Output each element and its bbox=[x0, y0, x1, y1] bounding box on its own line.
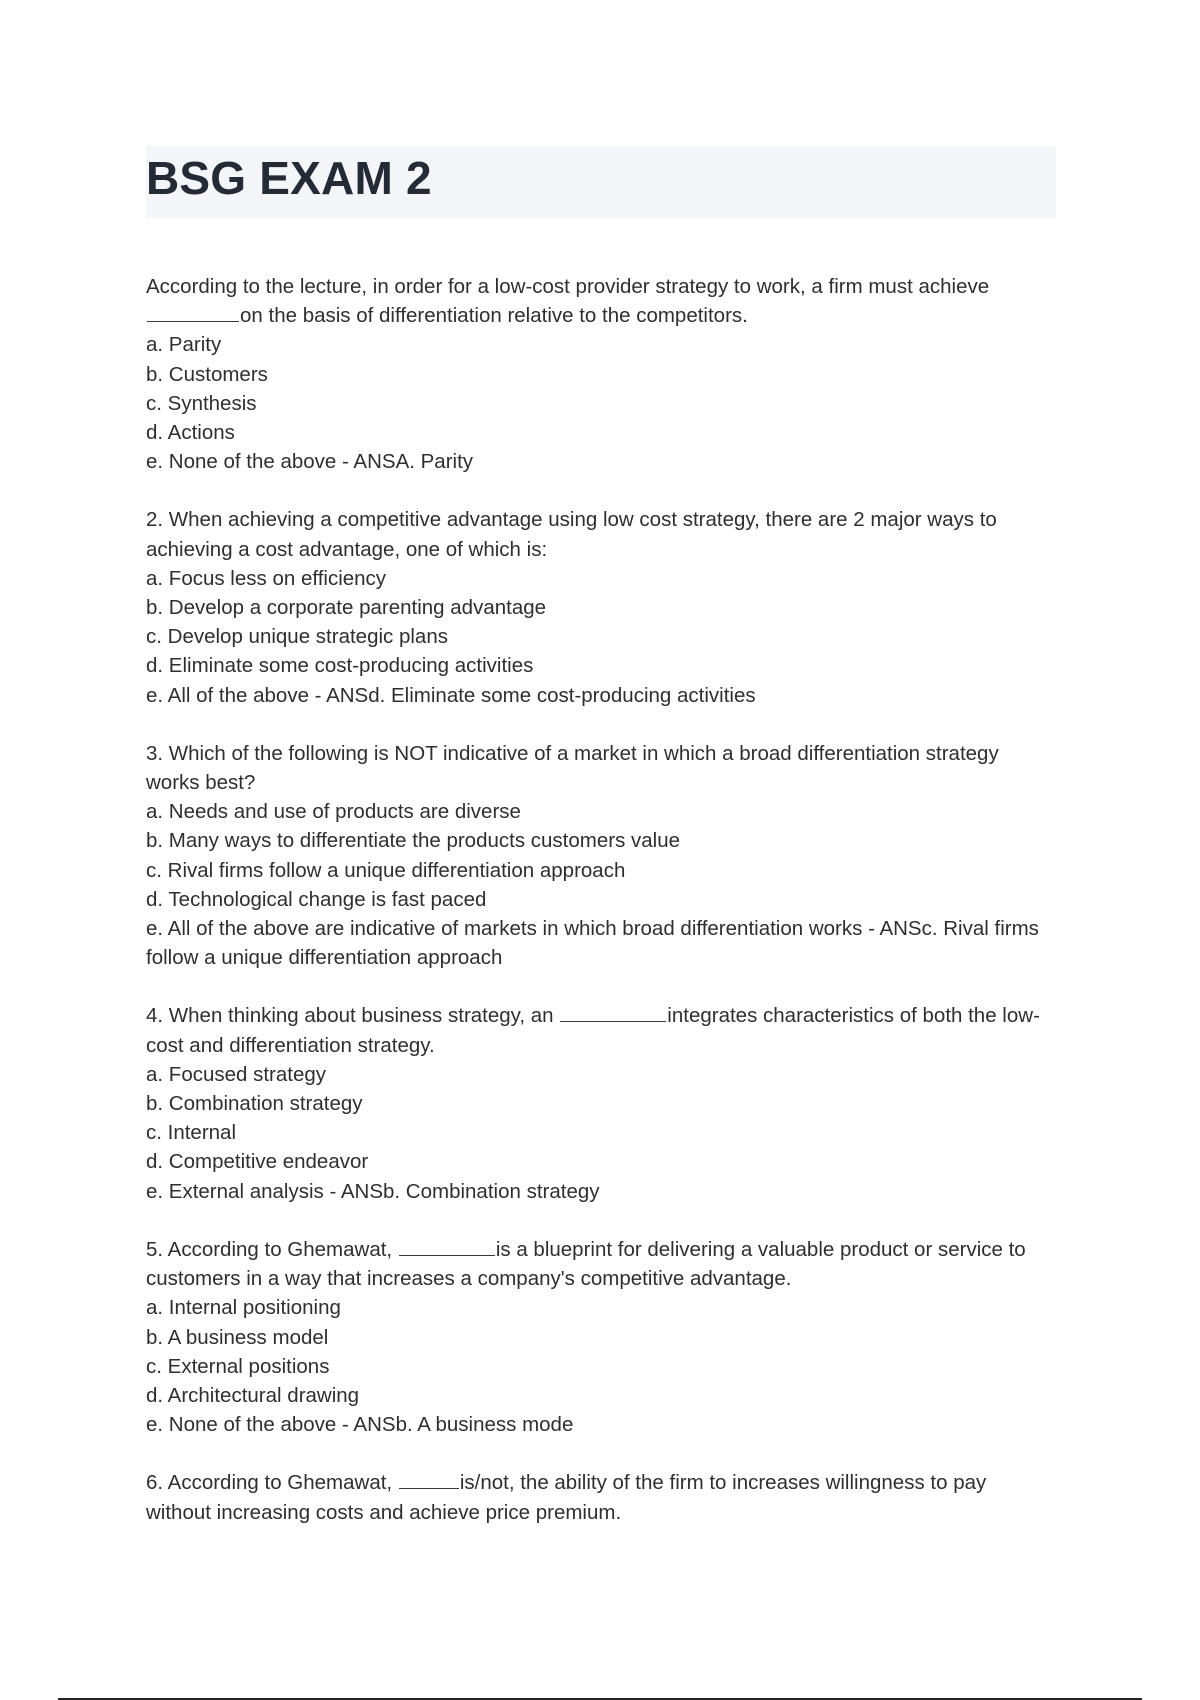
option-d: d. Technological change is fast paced bbox=[146, 887, 487, 911]
question-6 bbox=[146, 1468, 1056, 1526]
stem-text-after: integrates characteristics of both the low-cost and differentiation strategy. bbox=[146, 1004, 1040, 1057]
question-stem: 3. Which of the following is NOT indicative of a market in which a broad differentiation strategy works best? bbox=[146, 741, 999, 795]
question-1 bbox=[146, 272, 1056, 476]
option-d: d. Eliminate some cost-producing activities bbox=[146, 654, 534, 678]
option-b: b. Combination strategy bbox=[146, 1092, 363, 1116]
option-a: a. Parity bbox=[146, 333, 222, 357]
option-a: a. Focused strategy bbox=[146, 1062, 327, 1086]
option-a: a. Internal positioning bbox=[146, 1296, 341, 1320]
option-d: d. Competitive endeavor bbox=[146, 1150, 369, 1174]
option-b: b. Customers bbox=[146, 362, 268, 386]
stem-text-before: 4. When thinking about business strategy, an bbox=[146, 1004, 560, 1028]
option-d: d. Architectural drawing bbox=[146, 1383, 360, 1407]
option-e-answer: e. External analysis - ANSb. Combination strategy bbox=[146, 1179, 600, 1203]
option-e-answer: e. All of the above are indicative of markets in which broad differentiation works - ANSc. Rival firms follow a unique differentiation approach bbox=[146, 917, 1039, 970]
question-stem bbox=[146, 1468, 1056, 1526]
option-c: c. Develop unique strategic plans bbox=[146, 625, 448, 649]
question-stem bbox=[146, 1235, 1056, 1293]
stem-text-after: on the basis of differentiation relative to the competitors. bbox=[240, 304, 748, 328]
stem-text-before: 6. According to Ghemawat, bbox=[146, 1471, 398, 1495]
answer-blank bbox=[147, 301, 239, 322]
option-c: c. Synthesis bbox=[146, 391, 257, 415]
option-a: a. Needs and use of products are diverse bbox=[146, 800, 521, 824]
answer-blank bbox=[560, 1001, 666, 1022]
stem-text-after: is a blueprint for delivering a valuable product or service to customers in a way that increases a company's competitive advantage. bbox=[146, 1237, 1026, 1291]
question-stem bbox=[146, 272, 1056, 330]
option-c: c. Rival firms follow a unique differentiation approach bbox=[146, 858, 626, 882]
stem-text-before: 5. According to Ghemawat, bbox=[146, 1237, 398, 1261]
stem-text-before: According to the lecture, in order for a low-cost provider strategy to work, a firm must achieve bbox=[146, 275, 990, 298]
question-2 bbox=[146, 505, 1056, 709]
option-a: a. Focus less on efficiency bbox=[146, 566, 387, 590]
question-list bbox=[146, 272, 1056, 1556]
stem-text-after: is/not, the ability of the firm to increases willingness to pay without increasing costs and achieve price premium. bbox=[146, 1471, 987, 1524]
option-e-answer: e. All of the above - ANSd. Eliminate some cost-producing activities bbox=[146, 683, 756, 707]
page-title: BSG EXAM 2 bbox=[146, 152, 432, 204]
question-5 bbox=[146, 1235, 1056, 1439]
answer-blank bbox=[399, 1468, 459, 1489]
option-e-answer: e. None of the above - ANSA. Parity bbox=[146, 450, 474, 474]
option-c: c. Internal bbox=[146, 1121, 237, 1145]
option-c: c. External positions bbox=[146, 1354, 330, 1378]
title-banner bbox=[146, 146, 1056, 218]
option-b: b. A business model bbox=[146, 1325, 329, 1349]
question-3 bbox=[146, 739, 1056, 973]
option-e-answer: e. None of the above - ANSb. A business mode bbox=[146, 1413, 574, 1437]
answer-blank bbox=[399, 1235, 495, 1256]
question-stem bbox=[146, 1001, 1056, 1059]
question-4 bbox=[146, 1001, 1056, 1205]
option-d: d. Actions bbox=[146, 421, 235, 445]
option-b: b. Many ways to differentiate the products customers value bbox=[146, 829, 681, 853]
option-b: b. Develop a corporate parenting advantage bbox=[146, 596, 547, 620]
question-stem: 2. When achieving a competitive advantage using low cost strategy, there are 2 major ways to achieving a cost advantage, one of which is: bbox=[146, 508, 997, 561]
